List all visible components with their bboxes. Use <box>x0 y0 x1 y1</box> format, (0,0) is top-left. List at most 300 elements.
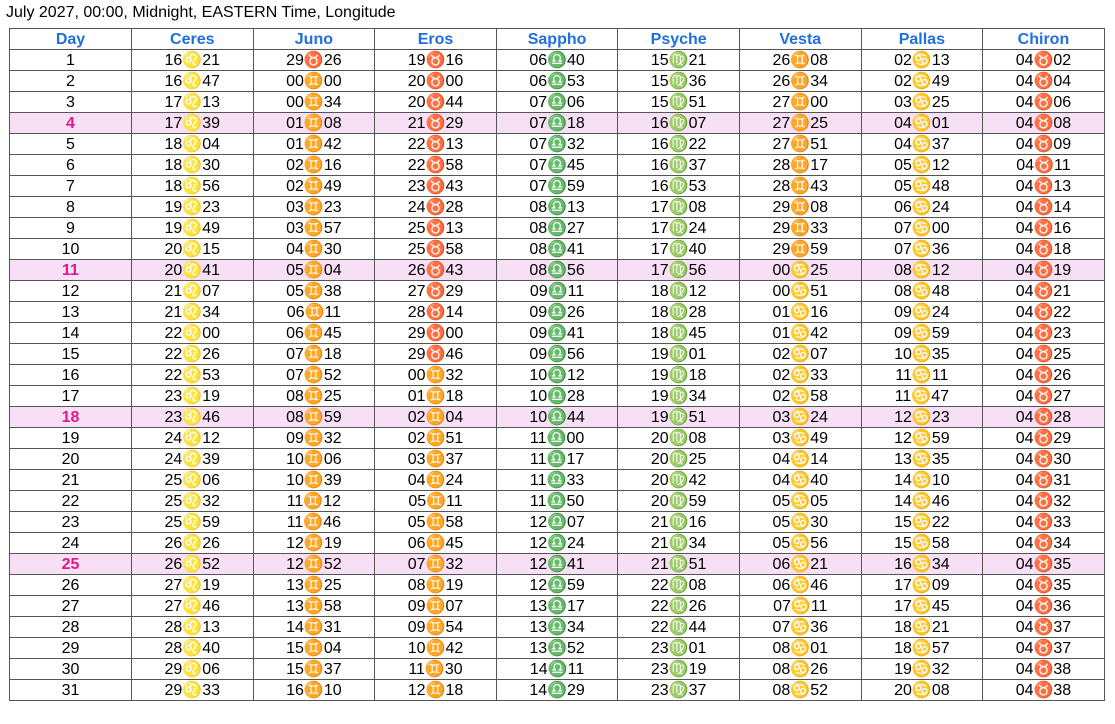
cell-juno: 15♊04 <box>253 638 375 659</box>
cell-juno: 04♊30 <box>253 239 375 260</box>
cell-ceres: 18♌30 <box>132 155 254 176</box>
cell-juno: 15♊37 <box>253 659 375 680</box>
cell-pallas: 11♋11 <box>861 365 983 386</box>
cell-chiron: 04♉08 <box>983 113 1105 134</box>
cell-ceres: 28♌40 <box>132 638 254 659</box>
cell-ceres: 27♌46 <box>132 596 254 617</box>
cell-juno: 03♊23 <box>253 197 375 218</box>
cell-day: 18 <box>10 407 132 428</box>
table-row <box>10 50 1105 71</box>
cell-eros: 24♉28 <box>375 197 497 218</box>
cell-juno: 07♊52 <box>253 365 375 386</box>
cell-pallas: 17♋45 <box>861 596 983 617</box>
table-row <box>10 596 1105 617</box>
cell-juno: 11♊46 <box>253 512 375 533</box>
cell-vesta: 08♋52 <box>739 680 861 701</box>
cell-psyche: 21♍16 <box>618 512 740 533</box>
cell-pallas: 18♋57 <box>861 638 983 659</box>
cell-juno: 01♊42 <box>253 134 375 155</box>
cell-day: 5 <box>10 134 132 155</box>
cell-eros: 07♊32 <box>375 554 497 575</box>
cell-juno: 05♊04 <box>253 260 375 281</box>
cell-pallas: 13♋35 <box>861 449 983 470</box>
cell-juno: 01♊08 <box>253 113 375 134</box>
table-row <box>10 218 1105 239</box>
cell-day: 1 <box>10 50 132 71</box>
table-row <box>10 260 1105 281</box>
cell-eros: 08♊19 <box>375 575 497 596</box>
cell-day: 29 <box>10 638 132 659</box>
cell-sappho: 10♎12 <box>496 365 618 386</box>
cell-pallas: 16♋34 <box>861 554 983 575</box>
cell-day: 17 <box>10 386 132 407</box>
table-row <box>10 449 1105 470</box>
cell-psyche: 20♍42 <box>618 470 740 491</box>
cell-pallas: 06♋24 <box>861 197 983 218</box>
cell-sappho: 09♎26 <box>496 302 618 323</box>
cell-juno: 29♉26 <box>253 50 375 71</box>
cell-psyche: 23♍19 <box>618 659 740 680</box>
cell-day: 4 <box>10 113 132 134</box>
cell-ceres: 17♌39 <box>132 113 254 134</box>
cell-pallas: 02♋13 <box>861 50 983 71</box>
cell-vesta: 00♋25 <box>739 260 861 281</box>
cell-juno: 02♊16 <box>253 155 375 176</box>
table-row <box>10 533 1105 554</box>
cell-ceres: 24♌12 <box>132 428 254 449</box>
cell-chiron: 04♉32 <box>983 491 1105 512</box>
cell-chiron: 04♉35 <box>983 575 1105 596</box>
cell-pallas: 02♋49 <box>861 71 983 92</box>
cell-day: 12 <box>10 281 132 302</box>
column-header-eros: Eros <box>375 29 497 50</box>
cell-juno: 08♊25 <box>253 386 375 407</box>
table-row <box>10 176 1105 197</box>
cell-psyche: 15♍36 <box>618 71 740 92</box>
cell-psyche: 21♍51 <box>618 554 740 575</box>
cell-psyche: 16♍37 <box>618 155 740 176</box>
cell-ceres: 26♌52 <box>132 554 254 575</box>
cell-pallas: 14♋10 <box>861 470 983 491</box>
cell-pallas: 14♋46 <box>861 491 983 512</box>
cell-pallas: 05♋12 <box>861 155 983 176</box>
cell-chiron: 04♉02 <box>983 50 1105 71</box>
table-row <box>10 197 1105 218</box>
column-header-pallas: Pallas <box>861 29 983 50</box>
cell-ceres: 26♌26 <box>132 533 254 554</box>
column-header-day: Day <box>10 29 132 50</box>
cell-eros: 25♉13 <box>375 218 497 239</box>
cell-juno: 12♊19 <box>253 533 375 554</box>
cell-chiron: 04♉30 <box>983 449 1105 470</box>
table-row <box>10 92 1105 113</box>
cell-ceres: 22♌00 <box>132 323 254 344</box>
cell-juno: 11♊12 <box>253 491 375 512</box>
cell-pallas: 03♋25 <box>861 92 983 113</box>
cell-vesta: 00♋51 <box>739 281 861 302</box>
cell-eros: 22♉13 <box>375 134 497 155</box>
cell-vesta: 02♋07 <box>739 344 861 365</box>
cell-eros: 27♉29 <box>375 281 497 302</box>
table-row <box>10 617 1105 638</box>
cell-juno: 10♊06 <box>253 449 375 470</box>
cell-ceres: 16♌21 <box>132 50 254 71</box>
table-row <box>10 680 1105 701</box>
table-row <box>10 71 1105 92</box>
cell-ceres: 18♌04 <box>132 134 254 155</box>
cell-chiron: 04♉31 <box>983 470 1105 491</box>
cell-day: 8 <box>10 197 132 218</box>
cell-pallas: 04♋01 <box>861 113 983 134</box>
cell-chiron: 04♉28 <box>983 407 1105 428</box>
cell-vesta: 03♋24 <box>739 407 861 428</box>
cell-ceres: 25♌32 <box>132 491 254 512</box>
cell-juno: 16♊10 <box>253 680 375 701</box>
cell-psyche: 18♍28 <box>618 302 740 323</box>
cell-day: 26 <box>10 575 132 596</box>
cell-vesta: 05♋05 <box>739 491 861 512</box>
cell-day: 14 <box>10 323 132 344</box>
cell-chiron: 04♉23 <box>983 323 1105 344</box>
cell-ceres: 25♌59 <box>132 512 254 533</box>
cell-vesta: 02♋33 <box>739 365 861 386</box>
cell-ceres: 19♌49 <box>132 218 254 239</box>
cell-juno: 06♊45 <box>253 323 375 344</box>
cell-day: 11 <box>10 260 132 281</box>
cell-eros: 23♉43 <box>375 176 497 197</box>
cell-eros: 03♊37 <box>375 449 497 470</box>
cell-juno: 10♊39 <box>253 470 375 491</box>
table-row <box>10 554 1105 575</box>
cell-ceres: 21♌07 <box>132 281 254 302</box>
cell-sappho: 10♎44 <box>496 407 618 428</box>
cell-psyche: 19♍34 <box>618 386 740 407</box>
cell-juno: 00♊00 <box>253 71 375 92</box>
cell-vesta: 28♊43 <box>739 176 861 197</box>
cell-vesta: 27♊00 <box>739 92 861 113</box>
table-row <box>10 155 1105 176</box>
cell-ceres: 22♌26 <box>132 344 254 365</box>
cell-pallas: 18♋21 <box>861 617 983 638</box>
cell-sappho: 11♎00 <box>496 428 618 449</box>
cell-juno: 09♊32 <box>253 428 375 449</box>
cell-vesta: 06♋21 <box>739 554 861 575</box>
column-header-juno: Juno <box>253 29 375 50</box>
cell-day: 13 <box>10 302 132 323</box>
cell-eros: 09♊07 <box>375 596 497 617</box>
table-row <box>10 407 1105 428</box>
cell-chiron: 04♉19 <box>983 260 1105 281</box>
table-row <box>10 575 1105 596</box>
cell-psyche: 20♍59 <box>618 491 740 512</box>
cell-eros: 29♉00 <box>375 323 497 344</box>
table-row <box>10 659 1105 680</box>
cell-vesta: 26♊08 <box>739 50 861 71</box>
ephemeris-table <box>9 28 1105 701</box>
cell-vesta: 29♊08 <box>739 197 861 218</box>
table-row <box>10 491 1105 512</box>
cell-ceres: 25♌06 <box>132 470 254 491</box>
cell-sappho: 08♎13 <box>496 197 618 218</box>
cell-eros: 05♊58 <box>375 512 497 533</box>
cell-sappho: 09♎11 <box>496 281 618 302</box>
cell-sappho: 10♎28 <box>496 386 618 407</box>
table-row <box>10 239 1105 260</box>
cell-eros: 25♉58 <box>375 239 497 260</box>
cell-juno: 07♊18 <box>253 344 375 365</box>
cell-vesta: 29♊59 <box>739 239 861 260</box>
cell-ceres: 29♌06 <box>132 659 254 680</box>
cell-eros: 09♊54 <box>375 617 497 638</box>
cell-eros: 19♉16 <box>375 50 497 71</box>
cell-day: 6 <box>10 155 132 176</box>
cell-chiron: 04♉33 <box>983 512 1105 533</box>
cell-ceres: 23♌46 <box>132 407 254 428</box>
cell-psyche: 22♍08 <box>618 575 740 596</box>
cell-vesta: 01♋42 <box>739 323 861 344</box>
cell-sappho: 09♎56 <box>496 344 618 365</box>
cell-vesta: 28♊17 <box>739 155 861 176</box>
cell-vesta: 08♋26 <box>739 659 861 680</box>
cell-chiron: 04♉34 <box>983 533 1105 554</box>
cell-ceres: 28♌13 <box>132 617 254 638</box>
cell-eros: 10♊42 <box>375 638 497 659</box>
cell-juno: 03♊57 <box>253 218 375 239</box>
cell-psyche: 20♍25 <box>618 449 740 470</box>
cell-eros: 11♊30 <box>375 659 497 680</box>
cell-psyche: 17♍24 <box>618 218 740 239</box>
cell-vesta: 04♋40 <box>739 470 861 491</box>
cell-chiron: 04♉11 <box>983 155 1105 176</box>
cell-juno: 02♊49 <box>253 176 375 197</box>
cell-sappho: 14♎29 <box>496 680 618 701</box>
cell-sappho: 07♎59 <box>496 176 618 197</box>
cell-psyche: 20♍08 <box>618 428 740 449</box>
cell-juno: 08♊59 <box>253 407 375 428</box>
cell-pallas: 05♋48 <box>861 176 983 197</box>
cell-eros: 20♉44 <box>375 92 497 113</box>
cell-vesta: 26♊34 <box>739 71 861 92</box>
cell-chiron: 04♉37 <box>983 638 1105 659</box>
table-row <box>10 386 1105 407</box>
cell-juno: 13♊25 <box>253 575 375 596</box>
cell-ceres: 29♌33 <box>132 680 254 701</box>
cell-eros: 02♊51 <box>375 428 497 449</box>
cell-psyche: 23♍01 <box>618 638 740 659</box>
cell-chiron: 04♉38 <box>983 659 1105 680</box>
cell-eros: 20♉00 <box>375 71 497 92</box>
cell-psyche: 17♍56 <box>618 260 740 281</box>
table-row <box>10 470 1105 491</box>
cell-psyche: 15♍51 <box>618 92 740 113</box>
cell-psyche: 21♍34 <box>618 533 740 554</box>
cell-psyche: 16♍07 <box>618 113 740 134</box>
cell-sappho: 08♎27 <box>496 218 618 239</box>
cell-eros: 12♊18 <box>375 680 497 701</box>
cell-day: 10 <box>10 239 132 260</box>
cell-vesta: 07♋36 <box>739 617 861 638</box>
cell-pallas: 15♋22 <box>861 512 983 533</box>
column-header-sappho: Sappho <box>496 29 618 50</box>
cell-pallas: 10♋35 <box>861 344 983 365</box>
cell-ceres: 20♌41 <box>132 260 254 281</box>
cell-pallas: 09♋24 <box>861 302 983 323</box>
cell-vesta: 27♊25 <box>739 113 861 134</box>
cell-vesta: 07♋11 <box>739 596 861 617</box>
cell-juno: 00♊34 <box>253 92 375 113</box>
cell-psyche: 16♍53 <box>618 176 740 197</box>
cell-day: 25 <box>10 554 132 575</box>
cell-vesta: 05♋56 <box>739 533 861 554</box>
cell-pallas: 19♋32 <box>861 659 983 680</box>
cell-sappho: 14♎11 <box>496 659 618 680</box>
cell-psyche: 19♍18 <box>618 365 740 386</box>
cell-chiron: 04♉21 <box>983 281 1105 302</box>
table-row <box>10 302 1105 323</box>
cell-pallas: 07♋36 <box>861 239 983 260</box>
cell-eros: 00♊32 <box>375 365 497 386</box>
cell-eros: 22♉58 <box>375 155 497 176</box>
cell-day: 28 <box>10 617 132 638</box>
cell-eros: 04♊24 <box>375 470 497 491</box>
cell-psyche: 17♍40 <box>618 239 740 260</box>
cell-chiron: 04♉27 <box>983 386 1105 407</box>
cell-juno: 13♊58 <box>253 596 375 617</box>
table-row <box>10 428 1105 449</box>
cell-vesta: 03♋49 <box>739 428 861 449</box>
cell-vesta: 27♊51 <box>739 134 861 155</box>
cell-sappho: 07♎18 <box>496 113 618 134</box>
cell-sappho: 06♎53 <box>496 71 618 92</box>
cell-sappho: 08♎56 <box>496 260 618 281</box>
cell-pallas: 20♋08 <box>861 680 983 701</box>
cell-pallas: 04♋37 <box>861 134 983 155</box>
cell-ceres: 21♌34 <box>132 302 254 323</box>
cell-ceres: 23♌19 <box>132 386 254 407</box>
cell-sappho: 13♎52 <box>496 638 618 659</box>
cell-day: 7 <box>10 176 132 197</box>
cell-day: 2 <box>10 71 132 92</box>
cell-eros: 28♉14 <box>375 302 497 323</box>
cell-vesta: 08♋01 <box>739 638 861 659</box>
cell-sappho: 12♎59 <box>496 575 618 596</box>
cell-eros: 05♊11 <box>375 491 497 512</box>
cell-pallas: 12♋59 <box>861 428 983 449</box>
cell-vesta: 02♋58 <box>739 386 861 407</box>
cell-juno: 14♊31 <box>253 617 375 638</box>
cell-vesta: 04♋14 <box>739 449 861 470</box>
cell-juno: 12♊52 <box>253 554 375 575</box>
cell-day: 30 <box>10 659 132 680</box>
cell-ceres: 18♌56 <box>132 176 254 197</box>
cell-pallas: 12♋23 <box>861 407 983 428</box>
table-row <box>10 365 1105 386</box>
page-title: July 2027, 00:00, Midnight, EASTERN Time, Longitude <box>6 4 396 21</box>
cell-sappho: 13♎34 <box>496 617 618 638</box>
cell-sappho: 11♎33 <box>496 470 618 491</box>
cell-psyche: 22♍26 <box>618 596 740 617</box>
cell-sappho: 07♎32 <box>496 134 618 155</box>
cell-juno: 05♊38 <box>253 281 375 302</box>
cell-chiron: 04♉16 <box>983 218 1105 239</box>
column-header-vesta: Vesta <box>739 29 861 50</box>
cell-chiron: 04♉38 <box>983 680 1105 701</box>
cell-day: 27 <box>10 596 132 617</box>
cell-eros: 01♊18 <box>375 386 497 407</box>
table-row <box>10 344 1105 365</box>
cell-sappho: 13♎17 <box>496 596 618 617</box>
cell-sappho: 11♎50 <box>496 491 618 512</box>
cell-chiron: 04♉22 <box>983 302 1105 323</box>
cell-chiron: 04♉13 <box>983 176 1105 197</box>
cell-psyche: 18♍45 <box>618 323 740 344</box>
cell-chiron: 04♉26 <box>983 365 1105 386</box>
cell-chiron: 04♉04 <box>983 71 1105 92</box>
cell-pallas: 08♋48 <box>861 281 983 302</box>
cell-sappho: 09♎41 <box>496 323 618 344</box>
cell-ceres: 17♌13 <box>132 92 254 113</box>
table-row <box>10 323 1105 344</box>
table-header-row <box>10 29 1105 50</box>
cell-sappho: 11♎17 <box>496 449 618 470</box>
table-row <box>10 638 1105 659</box>
cell-juno: 06♊11 <box>253 302 375 323</box>
cell-day: 24 <box>10 533 132 554</box>
cell-sappho: 08♎41 <box>496 239 618 260</box>
cell-chiron: 04♉18 <box>983 239 1105 260</box>
cell-ceres: 27♌19 <box>132 575 254 596</box>
cell-psyche: 19♍51 <box>618 407 740 428</box>
cell-pallas: 07♋00 <box>861 218 983 239</box>
cell-day: 9 <box>10 218 132 239</box>
column-header-ceres: Ceres <box>132 29 254 50</box>
cell-day: 23 <box>10 512 132 533</box>
column-header-psyche: Psyche <box>618 29 740 50</box>
cell-vesta: 01♋16 <box>739 302 861 323</box>
cell-sappho: 07♎06 <box>496 92 618 113</box>
cell-day: 22 <box>10 491 132 512</box>
cell-pallas: 17♋09 <box>861 575 983 596</box>
cell-chiron: 04♉09 <box>983 134 1105 155</box>
cell-pallas: 08♋12 <box>861 260 983 281</box>
table-row <box>10 113 1105 134</box>
cell-vesta: 29♊33 <box>739 218 861 239</box>
cell-day: 19 <box>10 428 132 449</box>
cell-eros: 29♉46 <box>375 344 497 365</box>
cell-psyche: 15♍21 <box>618 50 740 71</box>
cell-day: 20 <box>10 449 132 470</box>
cell-eros: 26♉43 <box>375 260 497 281</box>
cell-psyche: 23♍37 <box>618 680 740 701</box>
cell-eros: 06♊45 <box>375 533 497 554</box>
cell-chiron: 04♉29 <box>983 428 1105 449</box>
cell-sappho: 12♎07 <box>496 512 618 533</box>
cell-sappho: 12♎24 <box>496 533 618 554</box>
cell-ceres: 22♌53 <box>132 365 254 386</box>
cell-day: 16 <box>10 365 132 386</box>
cell-psyche: 18♍12 <box>618 281 740 302</box>
cell-day: 31 <box>10 680 132 701</box>
cell-chiron: 04♉25 <box>983 344 1105 365</box>
cell-eros: 21♉29 <box>375 113 497 134</box>
cell-sappho: 06♎40 <box>496 50 618 71</box>
cell-ceres: 16♌47 <box>132 71 254 92</box>
cell-pallas: 09♋59 <box>861 323 983 344</box>
cell-ceres: 20♌15 <box>132 239 254 260</box>
cell-chiron: 04♉36 <box>983 596 1105 617</box>
cell-chiron: 04♉35 <box>983 554 1105 575</box>
cell-day: 21 <box>10 470 132 491</box>
